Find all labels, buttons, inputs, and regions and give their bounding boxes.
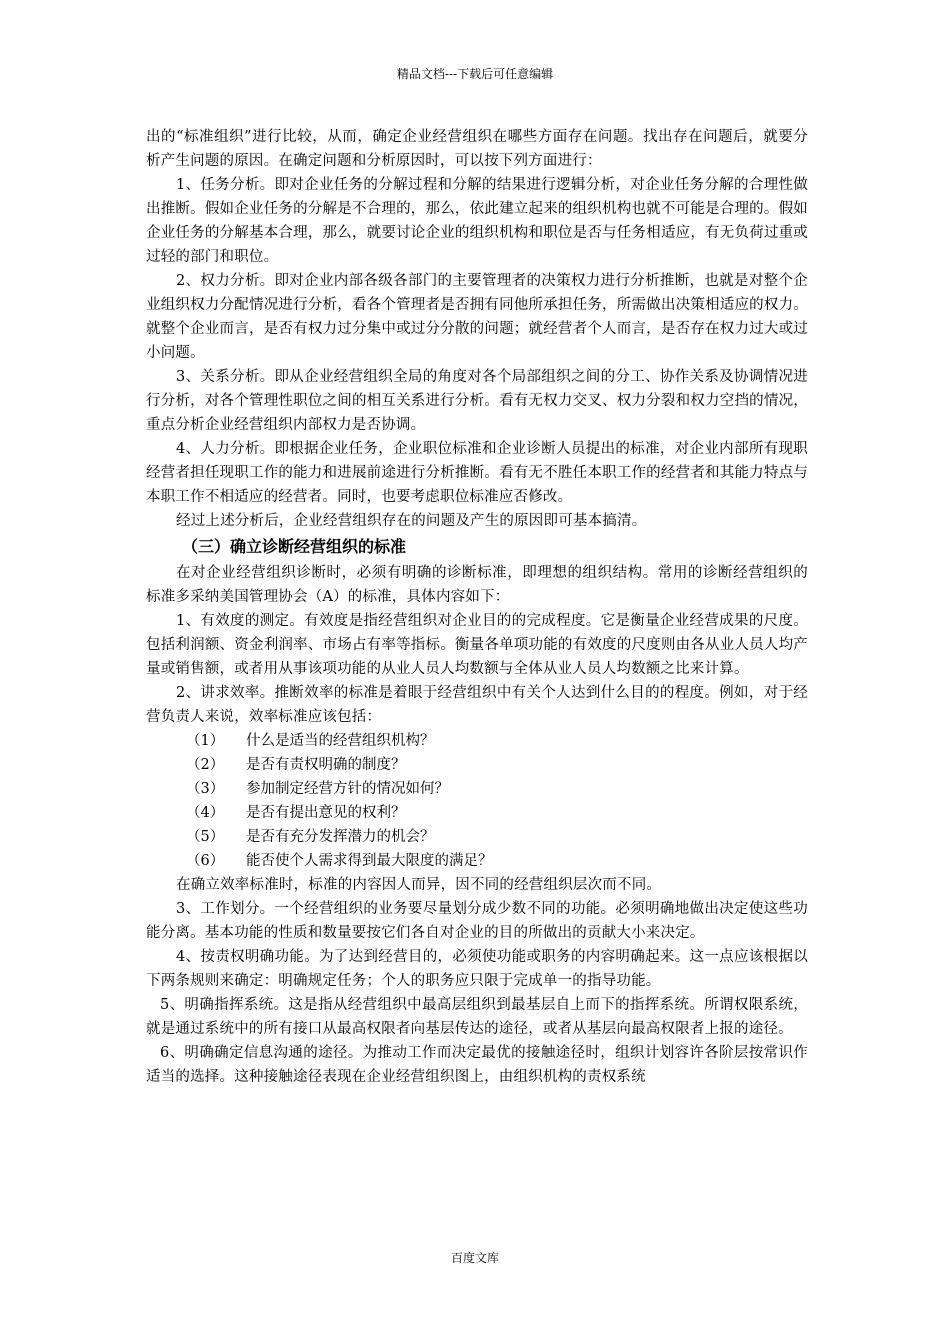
paragraph-intro: 出的“标准组织”进行比较，从而，确定企业经营组织在哪些方面存在问题。找出存在问题后，就要分析产生问题的原因。在确定问题和分析原因时，可以按下列方面进行： [146,129,808,169]
list-item-number: （5） [186,829,225,845]
paragraph-efficiency: 2、讲求效率。推断效率的标准是着眼于经营组织中有关个人达到什么目的的程度。例如，对于经营负责人来说，效率标准应该包括： [146,685,808,725]
page-header: 精品文档---下载后可任意编辑 [396,67,554,81]
paragraph-responsibility: 4、按责权明确功能。为了达到经营目的，必须使功能或职务的内容明确起来。这一点应该根据以下两条规则来确定：明确规定任务；个人的职务应只限于完成单一的指导功能。 [146,949,808,989]
paragraph-power-analysis: 2、权力分析。即对企业内部各级各部门的主要管理者的决策权力进行分析推断，也就是对整个企业组织权力分配情况进行分析，看各个管理者是否拥有同他所承担任务，所需做出决策相适应的权力。就整个企业而言，是否有权力过分集中或过分分散的问题；就经营者个人而言，是否存在权力过大或过小问题。 [146,273,808,361]
paragraph-standard-intro: 在对企业经营组织诊断时，必须有明确的诊断标准，即理想的组织结构。常用的诊断经营组织的标准多采纳美国管理协会（A）的标准，具体内容如下： [146,565,808,605]
paragraph-command-system: 5、明确指挥系统。这是指从经营组织中最高层组织到最基层自上而下的指挥系统。所谓权限系统，就是通过系统中的所有接口从最高权限者向基层传达的途径，或者从基层向最高权限者上报的途径。 [146,997,808,1037]
paragraph-efficiency-note: 在确立效率标准时，标准的内容因人而异，因不同的经营组织层次而不同。 [176,877,662,893]
paragraph-task-analysis: 1、任务分析。即对企业任务的分解过程和分解的结果进行逻辑分析，对企业任务分解的合理性做出推断。假如企业任务的分解是不合理的，那么，依此建立起来的组织机构也就不可能是合理的。假如企业任务的分解基本合理，那么，就要讨论企业的组织机构和职位是否与任务相适应，有无负荷过重或过轻的部门和职位。 [146,177,808,265]
paragraph-manpower-analysis: 4、人力分析。即根据企业任务，企业职位标准和企业诊断人员提出的标准，对企业内部所有现职经营者担任现职工作的能力和进展前途进行分析推断。看有无不胜任本职工作的经营者和其能力特点与本职工作不相适应的经营者。同时，也要考虑职位标准应否修改。 [146,441,808,505]
paragraph-work-division: 3、工作划分。一个经营组织的业务要尽量划分成少数不同的功能。必须明确地做出决定使这些功能分离。基本功能的性质和数量要按它们各自对企业的目的所做出的贡献大小来决定。 [146,901,808,941]
list-item-text: 是否有充分发挥潜力的机会？ [246,829,435,845]
list-item [146,801,808,825]
paragraph-communication: 6、明确确定信息沟通的途径。为推动工作而决定最优的接触途径时，组织计划容许各阶层按常识作适当的选择。这种接触途径表现在企业经营组织图上，由组织机构的责权系统 [146,1045,808,1085]
list-item-number: （2） [186,757,225,773]
list-item [146,753,808,777]
document-body [146,125,808,1089]
list-item [146,729,808,753]
list-item-text: 是否有责权明确的制度？ [246,757,406,773]
list-item-text: 参加制定经营方针的情况如何？ [246,781,449,797]
page-footer: 百度文库 [450,1251,499,1265]
list-item [146,849,808,873]
list-item-text: 什么是适当的经营组织机构？ [246,733,435,749]
section-heading: （三）确立诊断经营组织的标准 [182,537,407,556]
list-item-number: （3） [186,781,225,797]
paragraph-summary: 经过上述分析后，企业经营组织存在的问题及产生的原因即可基本搞清。 [176,513,647,529]
list-item-text: 是否有提出意见的权利？ [246,805,406,821]
list-item [146,825,808,849]
paragraph-relation-analysis: 3、关系分析。即从企业经营组织全局的角度对各个局部组织之间的分工、协作关系及协调情况进行分析，对各个管理性职位之间的相互关系进行分析。看有无权力交叉、权力分裂和权力空挡的情况，重点分析企业经营组织内部权力是否协调。 [146,369,808,433]
list-item-number: （6） [186,853,225,869]
list-item-text: 能否使个人需求得到最大限度的满足？ [246,853,493,869]
list-item [146,777,808,801]
list-item-number: （4） [186,805,225,821]
efficiency-criteria-list [146,729,808,873]
paragraph-effectiveness: 1、有效度的测定。有效度是指经营组织对企业目的的完成程度。它是衡量企业经营成果的尺度。包括利润额、资金利润率、市场占有率等指标。衡量各单项功能的有效度的尺度则由各从业人员人均产量或销售额，或者用从事该项功能的从业人员人均数额与全体从业人员人均数额之比来计算。 [146,613,808,677]
list-item-number: （1） [186,733,225,749]
